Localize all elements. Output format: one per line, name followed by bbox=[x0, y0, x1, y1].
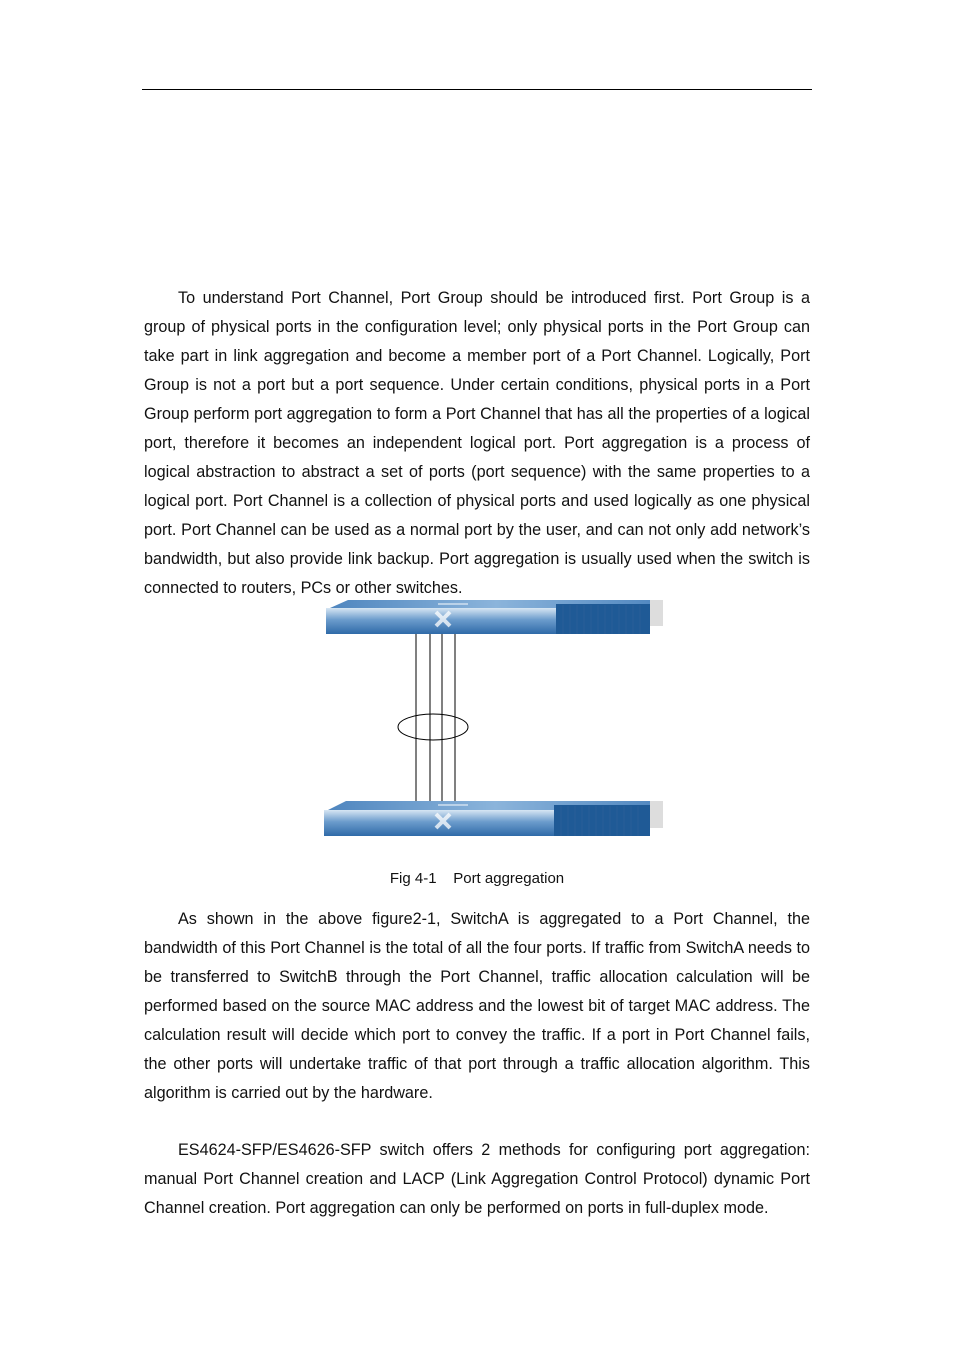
body-paragraph-configuration-methods: ES4624-SFP/ES4626-SFP switch offers 2 methods for configuring port aggregation: manual Port Channel creation and LACP (Link Aggregation Control Protocol) dynamic Port Channel creation. Port aggregation can only be performed on ports in full-duplex mode. bbox=[144, 1141, 810, 1217]
body-paragraph-figure-explanation: As shown in the above figure2-1, SwitchA is aggregated to a Port Channel, the bandwidth of this Port Channel is the total of all the four ports. If traffic from SwitchA needs to be transferred to SwitchB through the Port Channel, traffic allocation calculation will be performed based on the source MAC address and the lowest bit of target MAC address. The calculation result will decide which port to convey the traffic. If a port in Port Channel fails, the other ports will undertake traffic of that port through a traffic allocation algorithm. This algorithm is carried out by the hardware. bbox=[144, 910, 810, 1102]
body-paragraph-port-group: To understand Port Channel, Port Group should be introduced first. Port Group is a group of physical ports in the configuration level; only physical ports in the Port Group can take part in link aggregation and become a member port of a Port Channel. Logically, Port Group is not a port but a port sequence. Under certain conditions, physical ports in a Port Group perform port aggregation to form a Port Channel that has all the properties of a logical port, therefore it becomes an independent logical port. Port aggregation is a process of logical abstraction to abstract a set of ports (port sequence) with the same properties to a logical port. Port Channel is a collection of physical ports and used logically as one physical port. Port Channel can be used as a normal port by the user, and can not only add network’s bandwidth, but also provide link backup. Port aggregation is usually used when the switch is connected to routers, PCs or other switches. bbox=[144, 289, 810, 597]
port-aggregation-figure bbox=[318, 596, 668, 842]
switch-b bbox=[324, 801, 663, 836]
figure-caption bbox=[0, 869, 954, 889]
port-channel-ellipse bbox=[398, 714, 468, 740]
caption-title: Port aggregation bbox=[453, 870, 565, 887]
aggregated-links bbox=[416, 634, 455, 802]
header-rule bbox=[142, 89, 812, 90]
switch-a bbox=[326, 600, 663, 634]
caption-number: Fig 4-1 bbox=[389, 870, 437, 887]
